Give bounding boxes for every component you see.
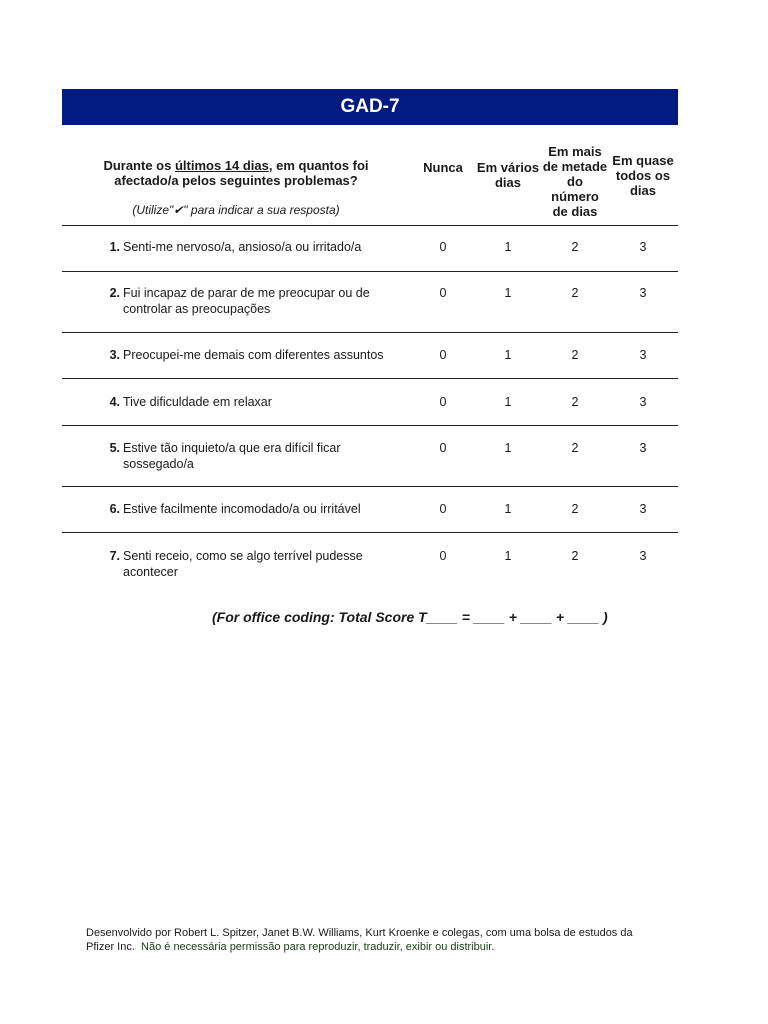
answer-instruction: (Utilize"✔" para indicar a sua resposta)	[132, 203, 340, 217]
row-divider	[62, 225, 678, 226]
row-divider	[62, 378, 678, 379]
column-header-nearly-every-day: Em quase todos os dias	[612, 153, 674, 198]
row-divider	[62, 332, 678, 333]
question-text: Senti-me nervoso/a, ansioso/a ou irritado/a	[123, 240, 362, 254]
score-option-0[interactable]: 0	[439, 348, 447, 362]
question-text: Estive tão inquieto/a que era difícil ficar sossegado/a	[123, 441, 341, 471]
row-divider	[62, 271, 678, 272]
footer-developed-by: Desenvolvido por Robert L. Spitzer, Janet B.W. Williams, Kurt Kroenke e colegas, com uma bolsa de estudos da Pfizer Inc.	[86, 927, 633, 953]
score-option-3[interactable]: 3	[639, 348, 647, 362]
score-option-2[interactable]: 2	[571, 502, 579, 516]
score-option-2[interactable]: 2	[571, 395, 579, 409]
questionnaire-title: GAD-7	[62, 89, 678, 125]
question-text-start: Durante os	[103, 158, 175, 173]
score-option-0[interactable]: 0	[439, 441, 447, 455]
score-option-0[interactable]: 0	[439, 549, 447, 563]
score-option-1[interactable]: 1	[504, 348, 512, 362]
column-header-several-days: Em vários dias	[476, 160, 540, 190]
header-question	[90, 158, 382, 188]
score-option-2[interactable]: 2	[571, 240, 579, 254]
question-number: 6.	[109, 502, 120, 516]
footer-credits	[86, 926, 646, 954]
score-option-3[interactable]: 3	[639, 502, 647, 516]
score-option-0[interactable]: 0	[439, 240, 447, 254]
score-option-3[interactable]: 3	[639, 441, 647, 455]
score-option-1[interactable]: 1	[504, 286, 512, 300]
question-timeframe: últimos 14 dias	[174, 158, 269, 173]
row-divider	[62, 486, 678, 487]
question-text: Tive dificuldade em relaxar	[123, 395, 272, 409]
score-option-0[interactable]: 0	[439, 395, 447, 409]
office-coding-total: (For office coding: Total Score T____ = ____ + ____ + ____ )	[212, 609, 608, 625]
question-text: Estive facilmente incomodado/a ou irritável	[123, 502, 361, 516]
score-option-3[interactable]: 3	[639, 240, 647, 254]
row-divider	[62, 532, 678, 533]
question-number: 5.	[109, 441, 120, 455]
score-option-3[interactable]: 3	[639, 286, 647, 300]
question-text: Fui incapaz de parar de me preocupar ou de controlar as preocupações	[123, 286, 370, 316]
score-option-2[interactable]: 2	[571, 441, 579, 455]
question-number: 3.	[109, 348, 120, 362]
score-option-1[interactable]: 1	[504, 549, 512, 563]
question-number: 7.	[109, 549, 120, 563]
question-number: 1.	[109, 240, 120, 254]
score-option-0[interactable]: 0	[439, 502, 447, 516]
score-option-1[interactable]: 1	[504, 395, 512, 409]
footer-permission: Não é necessária permissão para reproduzir, traduzir, exibir ou distribuir.	[141, 941, 495, 953]
row-divider	[62, 425, 678, 426]
question-text: Senti receio, como se algo terrível pudesse acontecer	[123, 549, 363, 579]
question-number: 4.	[109, 395, 120, 409]
score-option-2[interactable]: 2	[571, 286, 579, 300]
score-option-1[interactable]: 1	[504, 240, 512, 254]
score-option-2[interactable]: 2	[571, 549, 579, 563]
score-option-0[interactable]: 0	[439, 286, 447, 300]
column-header-more-than-half: Em mais de metade do número de dias	[542, 144, 608, 219]
score-option-1[interactable]: 1	[504, 441, 512, 455]
score-option-2[interactable]: 2	[571, 348, 579, 362]
score-option-1[interactable]: 1	[504, 502, 512, 516]
question-text-end: , em quantos foi afectado/a pelos seguintes problemas?	[114, 158, 369, 188]
score-option-3[interactable]: 3	[639, 549, 647, 563]
question-text: Preocupei-me demais com diferentes assuntos	[123, 348, 384, 362]
column-header-never: Nunca	[423, 160, 463, 175]
score-option-3[interactable]: 3	[639, 395, 647, 409]
question-number: 2.	[109, 286, 120, 300]
